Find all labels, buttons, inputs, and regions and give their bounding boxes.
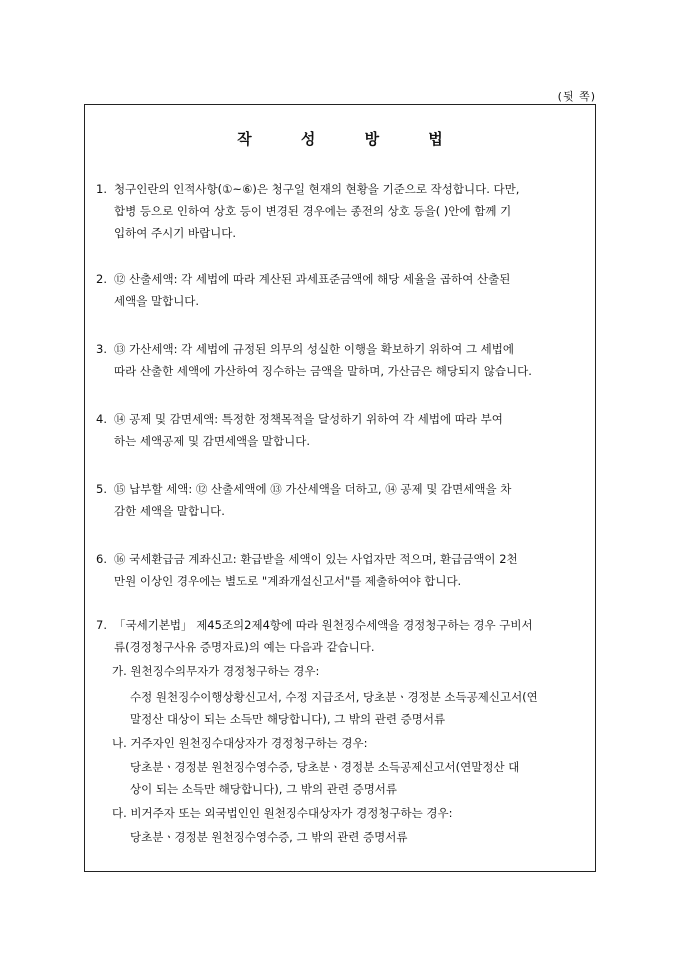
subitem-text-line: 당초분ㆍ경정분 원천징수영수증, 그 밖의 관련 증명서류 (130, 830, 408, 844)
item-text-line: ⑭ 공제 및 감면세액: 특정한 정책목적을 달성하기 위하여 각 세법에 따라 부여 (114, 412, 503, 426)
item-text-line: 류(경정청구사유 증명자료)의 예는 다음과 같습니다. (114, 640, 375, 654)
subitem-text-line: 당초분ㆍ경정분 원천징수영수증, 당초분ㆍ경정분 소득공제신고서(연말정산 대 (130, 760, 520, 774)
item-number: 5. (96, 482, 107, 496)
item-text-line: ⑯ 국세환급금 계좌신고: 환급받을 세액이 있는 사업자만 적으며, 환급금액이 2천 (114, 552, 518, 566)
subitem-text-line: 상이 되는 소득만 해당합니다), 그 밖의 관련 증명서류 (130, 782, 398, 796)
instruction-item-2 (96, 268, 584, 312)
subitem-text-line: 말정산 대상이 되는 소득만 해당합니다), 그 밖의 관련 증명서류 (130, 712, 446, 726)
item-number: 6. (96, 552, 107, 566)
subitem-desc-ga (130, 686, 590, 730)
item-number: 3. (96, 342, 107, 356)
item-text-line: 따라 산출한 세액에 가산하여 징수하는 금액을 말하며, 가산금은 해당되지 않습니다. (114, 364, 532, 378)
item-text-line: 하는 세액공제 및 감면세액을 말합니다. (114, 434, 311, 448)
instruction-item-3 (96, 338, 584, 382)
page-side-label: (뒷 쪽) (557, 90, 596, 103)
instruction-item-1 (96, 178, 584, 244)
subitem-desc-na (130, 756, 590, 800)
instruction-item-5 (96, 478, 584, 522)
item-text-line: 만원 이상인 경우에는 별도로 "계좌개설신고서"를 제출하여야 합니다. (114, 574, 462, 588)
item-text-line: ⑫ 산출세액: 각 세법에 따라 계산된 과세표준금액에 해당 세율을 곱하여 산출된 (114, 272, 511, 286)
subitem-desc-da (130, 826, 590, 848)
subitem-text-line: 수정 원천징수이행상황신고서, 수정 지급조서, 당초분ㆍ경정분 소득공제신고서(연 (130, 690, 538, 704)
item-text-line: 합병 등으로 인하여 상호 등이 변경된 경우에는 종전의 상호 등을( )안에 함께 기 (114, 204, 512, 218)
subitem-heading-na: 나. 거주자인 원천징수대상자가 경정청구하는 경우: (112, 736, 368, 750)
item-number: 4. (96, 412, 107, 426)
item-text-line: 세액을 말합니다. (114, 294, 200, 308)
item-number: 7. (96, 618, 107, 632)
item-number: 2. (96, 272, 107, 286)
item-text-line: 「국세기본법」 제45조의2제4항에 따라 원천징수세액을 경정청구하는 경우 구비서 (114, 618, 533, 632)
item-text-line: 감한 세액을 말합니다. (114, 504, 225, 518)
item-text-line: ⑮ 납부할 세액: ⑫ 산출세액에 ⑬ 가산세액을 더하고, ⑭ 공제 및 감면세액을 차 (114, 482, 512, 496)
item-text-line: 입하여 주시기 바랍니다. (114, 226, 237, 240)
instruction-item-6 (96, 548, 584, 592)
subitem-heading-da: 다. 비거주자 또는 외국법인인 원천징수대상자가 경정청구하는 경우: (112, 806, 453, 820)
instruction-item-4 (96, 408, 584, 452)
item-number: 1. (96, 182, 107, 196)
instruction-item-7 (96, 614, 584, 658)
document-title: 작 성 방 법 (237, 130, 465, 148)
item-text-line: ⑬ 가산세액: 각 세법에 규정된 의무의 성실한 이행을 확보하기 위하여 그 세법에 (114, 342, 514, 356)
item-text-line: 청구인란의 인적사항(①~⑥)은 청구일 현재의 현황을 기준으로 작성합니다. 다만, (114, 182, 520, 196)
subitem-heading-ga: 가. 원천징수의무자가 경정청구하는 경우: (112, 664, 320, 678)
